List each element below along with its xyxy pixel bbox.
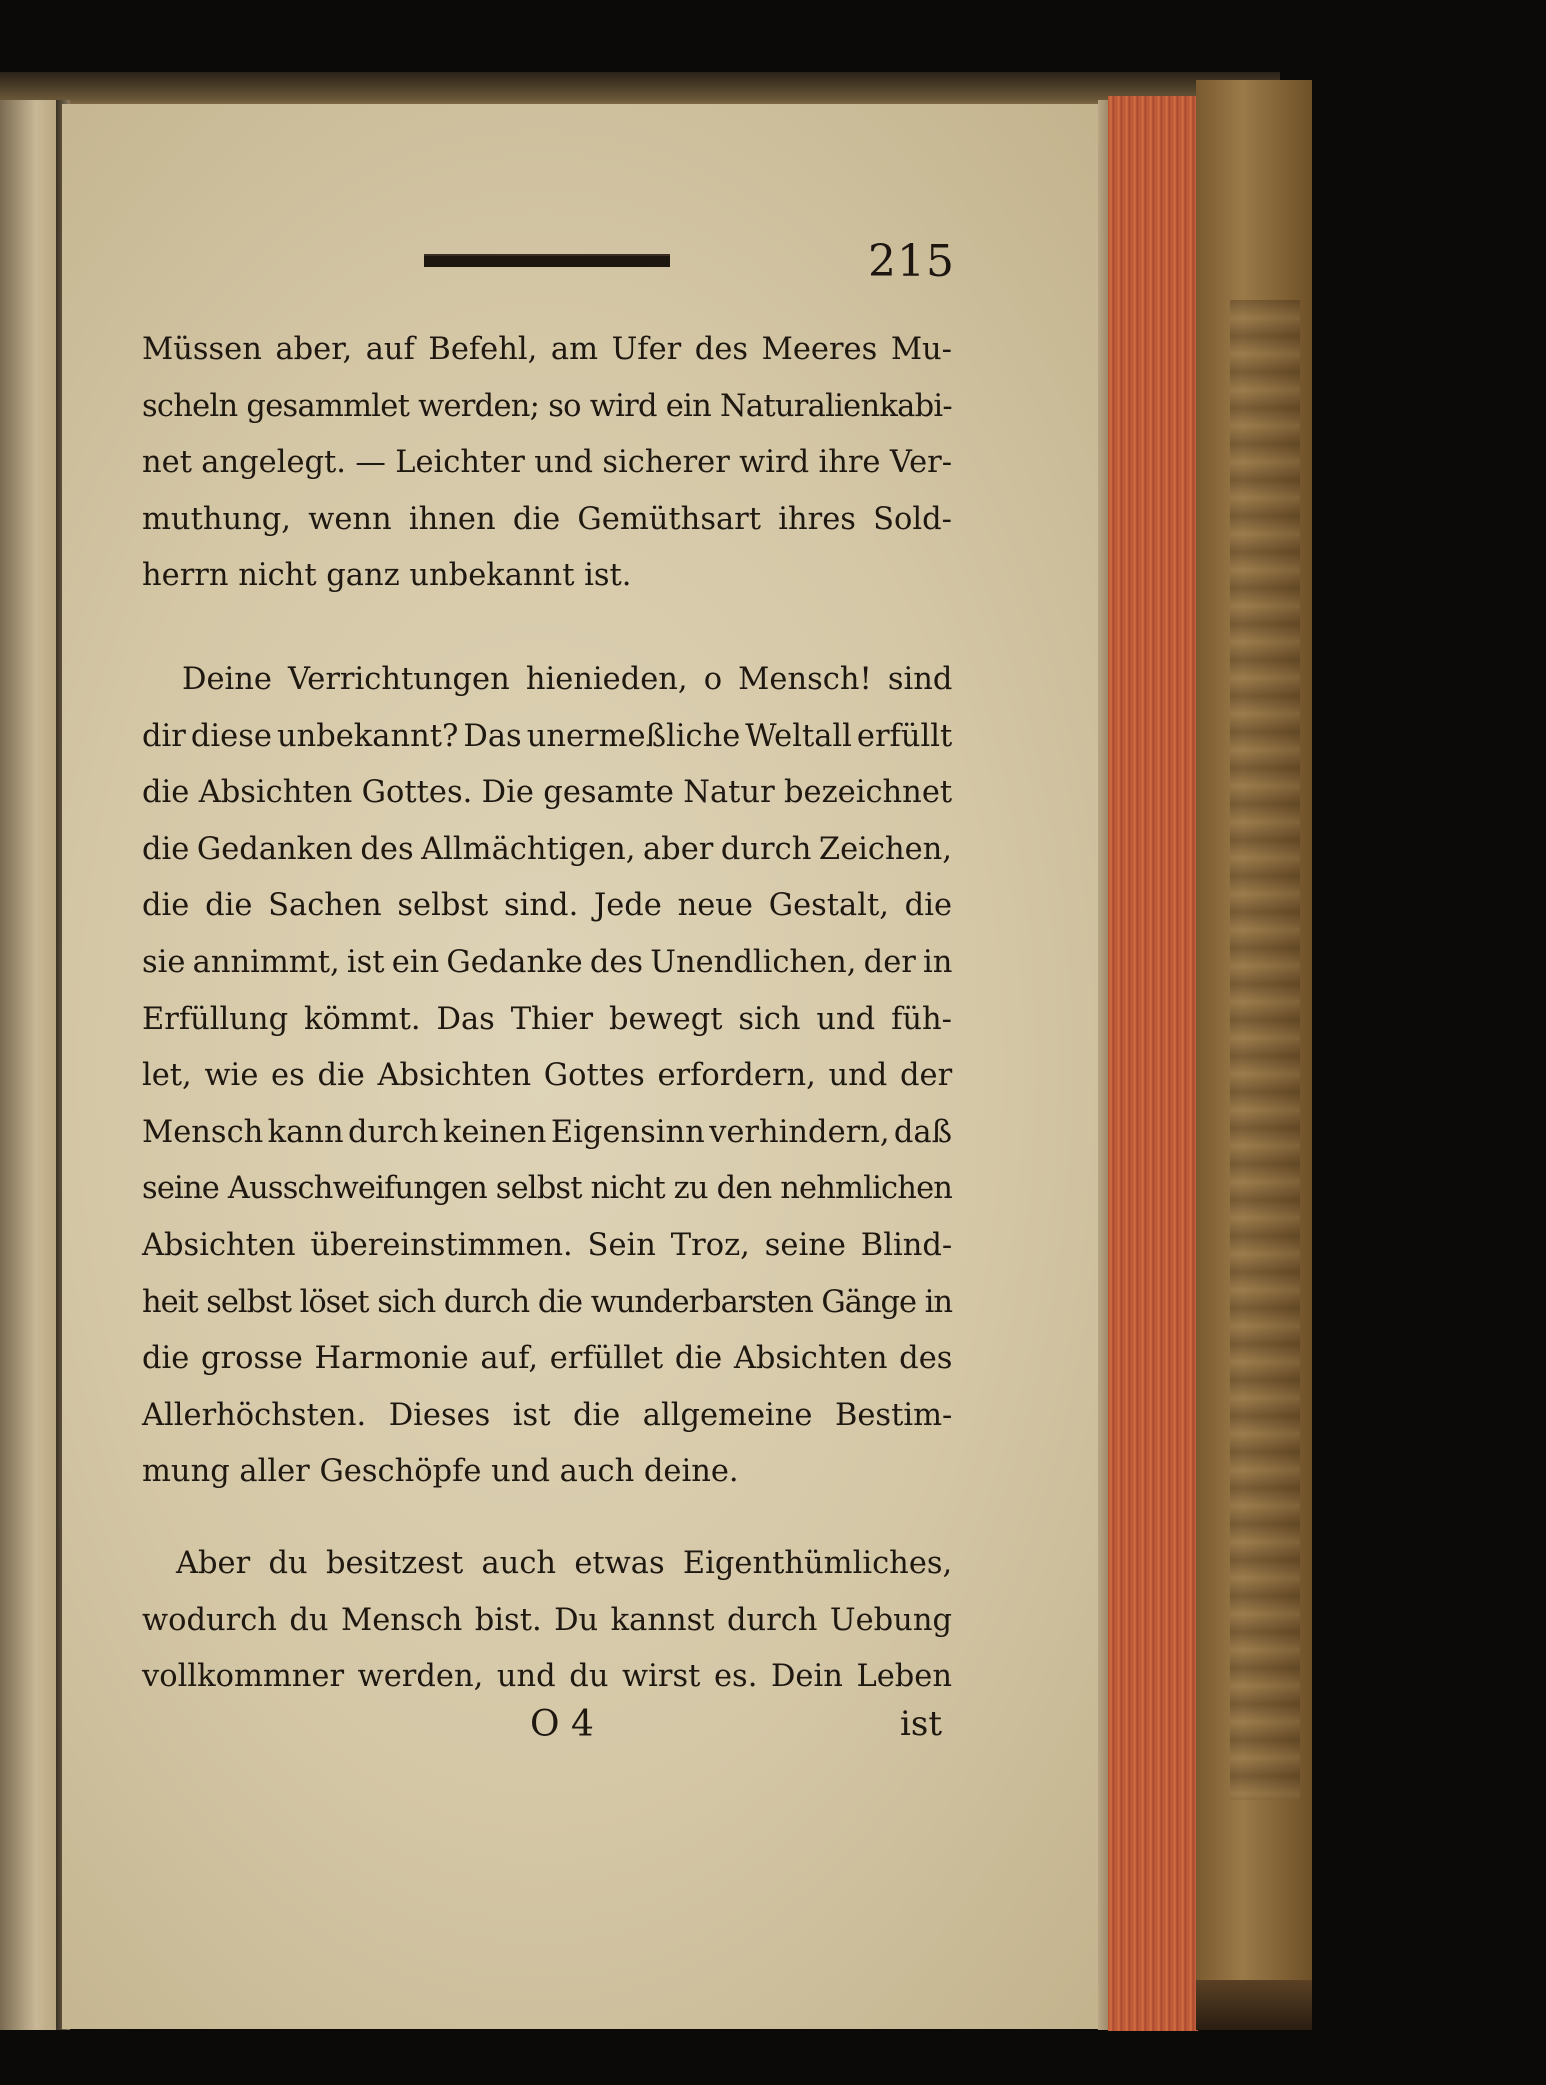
text-line: heit selbst löset sich durch die wunderbarsten Gänge in	[142, 1284, 952, 1320]
paragraph-1	[142, 322, 952, 605]
cover-bottom	[1196, 1980, 1312, 2030]
paragraph-2	[142, 652, 952, 1501]
text-line: wodurch du Mensch bist. Du kannst durch Uebung	[142, 1602, 952, 1638]
text-line: die Absichten Gottes. Die gesamte Natur bezeichnet	[142, 775, 953, 811]
text-line: dir diese unbekannt? Das unermeßliche Weltall erfüllt	[142, 718, 953, 754]
text-line: seine Ausschweifungen selbst nicht zu den nehmlichen	[142, 1171, 953, 1207]
left-page-edge	[0, 100, 60, 2030]
page-number: 215	[868, 236, 955, 287]
header-rule	[424, 254, 670, 267]
text-line: Müssen aber, auf Befehl, am Ufer des Meeres Mu-	[142, 332, 952, 367]
text-line: scheln gesammlet werden; so wird ein Naturalienkabi-	[142, 388, 952, 424]
text-line: net angelegt. — Leichter und sicherer wird ihre Ver-	[142, 445, 952, 481]
signature-mark: O 4	[530, 1704, 594, 1745]
text-line: Mensch kann durch keinen Eigensinn verhindern, daß	[142, 1114, 952, 1150]
text-line: sie annimmt, ist ein Gedanke des Unendlichen, der in	[142, 944, 953, 980]
text-line: Aber du besitzest auch etwas Eigenthümliches,	[176, 1546, 953, 1581]
text-line: mung aller Geschöpfe und auch deine.	[142, 1454, 739, 1490]
cover-texture	[1230, 300, 1300, 1800]
text-line: die Gedanken des Allmächtigen, aber durch Zeichen,	[142, 831, 952, 867]
text-line: herrn nicht ganz unbekannt ist.	[142, 558, 632, 594]
text-line: Allerhöchsten. Dieses ist die allgemeine Bestim-	[142, 1397, 953, 1433]
text-line: Deine Verrichtungen hienieden, o Mensch! sind	[182, 662, 953, 697]
text-line: let, wie es die Absichten Gottes erfordern, und der	[142, 1058, 953, 1094]
text-line: muthung, wenn ihnen die Gemüthsart ihres Sold-	[142, 501, 952, 537]
text-line: Absichten übereinstimmen. Sein Troz, seine Blind-	[142, 1227, 953, 1263]
text-line: die grosse Harmonie auf, erfüllet die Absichten des	[142, 1341, 953, 1377]
paragraph-3	[142, 1536, 952, 1706]
text-line: Erfüllung kömmt. Das Thier bewegt sich und füh-	[142, 1001, 952, 1037]
text-line: vollkommner werden, und du wirst es. Dein Leben	[142, 1659, 952, 1695]
text-line: die die Sachen selbst sind. Jede neue Gestalt, die	[142, 888, 952, 924]
red-page-edges	[1108, 96, 1198, 2031]
catchword: ist	[900, 1704, 942, 1744]
